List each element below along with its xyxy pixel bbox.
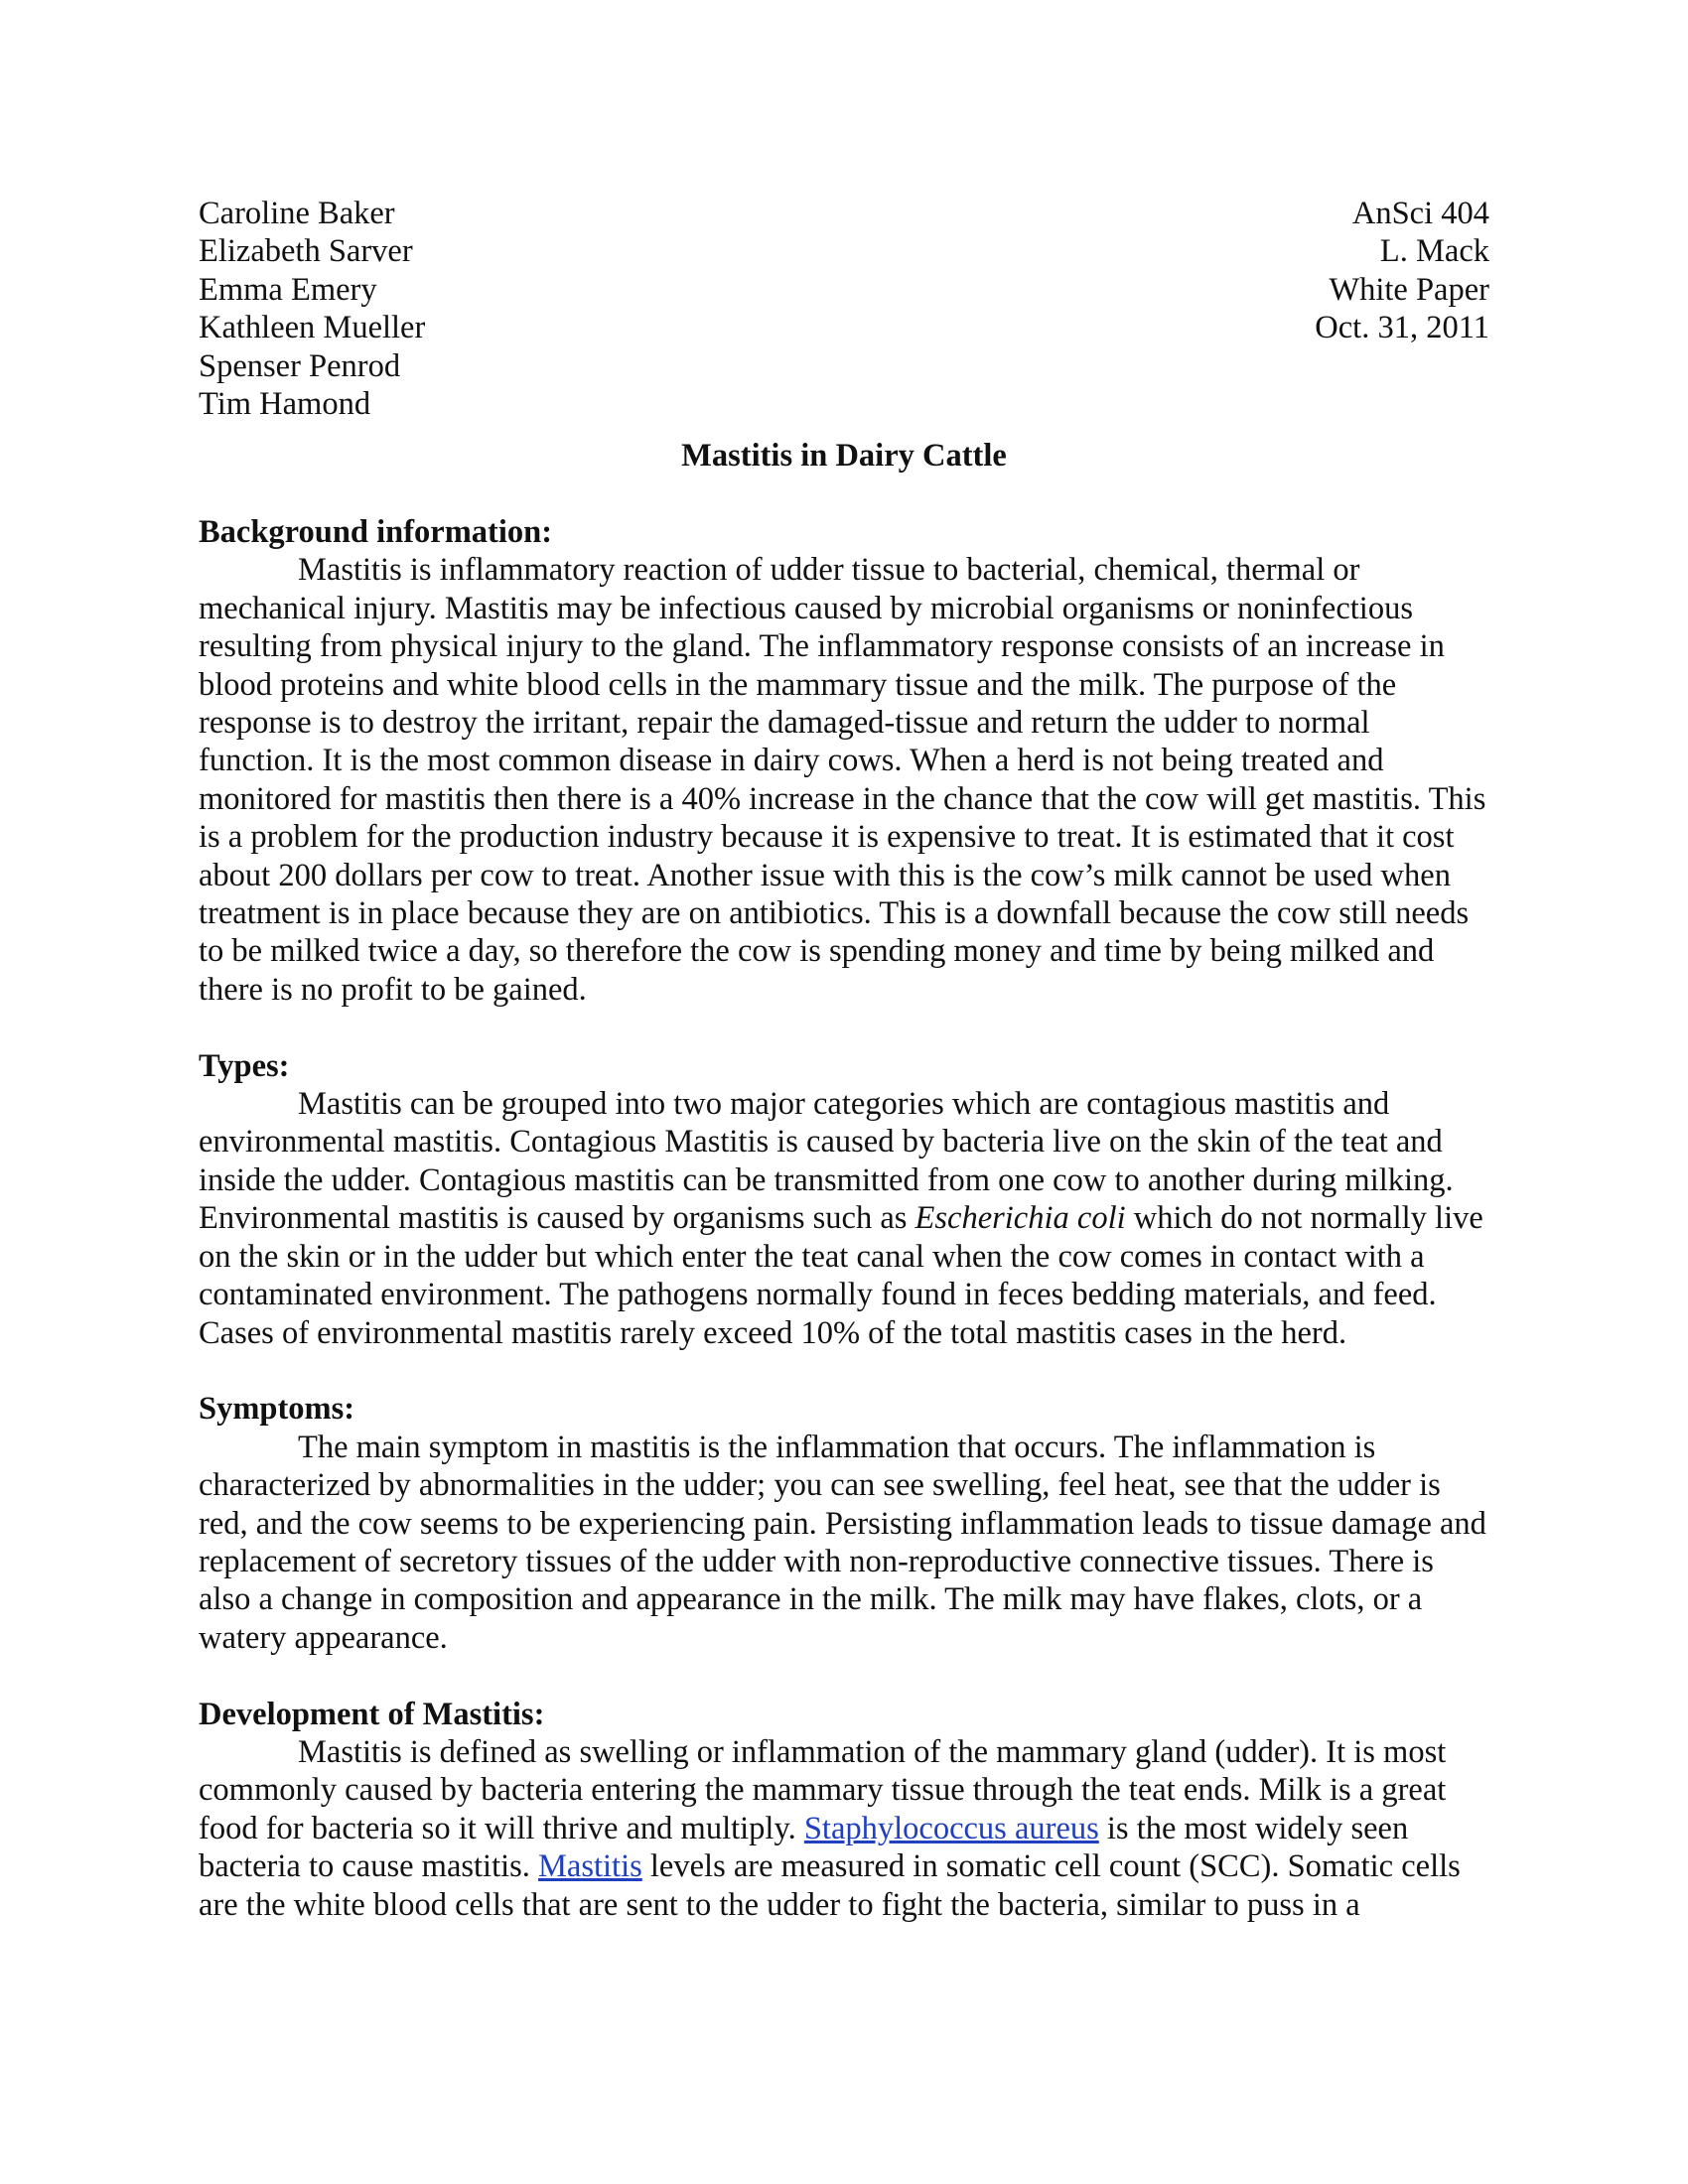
document-header [199,195,1489,425]
section-heading: Symptoms: [199,1391,355,1428]
section-paragraph [199,1085,1489,1352]
document-page [199,195,1489,1962]
author-name: Caroline Baker [199,196,395,231]
author-name: Elizabeth Sarver [199,233,413,270]
species-name: Escherichia coli [914,1200,1126,1237]
paragraph-text: levels are measured in somatic cell count (SCC). Somatic cells are the white blood cells that are sent to the udder to fight the bacteria, similar to puss in a [199,1848,1461,1923]
page-title: Mastitis in Dairy Cattle [681,438,1007,474]
section-heading: Development of Mastitis: [199,1696,545,1732]
mastitis-link[interactable]: Mastitis [538,1848,642,1885]
section-background [199,513,1489,1009]
paragraph-text: which do not normally live on the skin or in the udder but which enter the teat canal when the cow comes in contact with a contaminated environment. The pathogens normally found in feces bedding materials, and feed. Cases of environmental mastitis rarely exceed 10% of the total mastitis cases in the herd. [199,1200,1483,1351]
section-paragraph [199,1733,1489,1924]
document-date: Oct. 31, 2011 [1315,310,1489,346]
author-name: Emma Emery [199,271,377,308]
course-info [1315,195,1489,425]
section-heading: Background information: [199,514,553,550]
paragraph-text: Mastitis is defined as swelling or inflammation of the mammary gland (udder). It is most commonly caused by bacteria entering the mammary tissue through the teat ends. Milk is a great food for bacteria so it will thrive and multiply. [199,1733,1447,1846]
section-heading: Types: [199,1047,290,1084]
paragraph-text: is the most widely seen bacteria to cause mastitis. [199,1810,1409,1885]
course-code: AnSci 404 [1351,196,1489,231]
section-paragraph: The main symptom in mastitis is the inflammation that occurs. The inflammation is characterized by abnormalities in the udder; you can see swelling, feel heat, see that the udder is red, and the cow seems to be experiencing pain. Persisting inflammation leads to tissue damage and replacement of secretory tissues of the udder with non-reproductive connective tissues. There is also a change in composition and appearance in the milk. The milk may have flakes, clots, or a watery appearance. [199,1429,1486,1656]
section-development [199,1696,1489,1924]
author-name: Kathleen Mueller [199,310,426,346]
paragraph-text: Mastitis can be grouped into two major categories which are contagious mastitis and environmental mastitis. Contagious Mastitis is caused by bacteria live on the skin of the teat and inside the udder. Contagious mastitis can be transmitted from one cow to another during milking. Environmental mastitis is caused by organisms such as [199,1086,1454,1237]
author-name: Spenser Penrod [199,347,401,384]
section-types [199,1047,1489,1352]
section-paragraph: Mastitis is inflammatory reaction of udder tissue to bacterial, chemical, thermal or mechanical injury. Mastitis may be infectious caused by microbial organisms or noninfectious resulting from physical injury to the gland. The inflammatory response consists of an increase in blood proteins and white blood cells in the mammary tissue and the milk. The purpose of the response is to destroy the irritant, repair the damaged-tissue and return the udder to normal function. It is the most common disease in dairy cows. When a herd is not being treated and monitored for mastitis then there is a 40% increase in the chance that the cow will get mastitis. This is a problem for the production industry because it is expensive to treat. It is estimated that it cost about 200 dollars per cow to treat. Another issue with this is the cow’s milk cannot be used when treatment is in place because they are on antibiotics. This is a downfall because the cow still needs to be milked twice a day, so therefore the cow is spending money and time by being milked and there is no profit to be gained. [199,552,1486,1008]
document-type: White Paper [1329,271,1489,308]
section-symptoms [199,1390,1489,1657]
author-name: Tim Hamond [199,386,371,423]
author-list [199,195,425,425]
staphylococcus-link[interactable]: Staphylococcus aureus [803,1810,1099,1846]
instructor-name: L. Mack [1379,233,1489,270]
